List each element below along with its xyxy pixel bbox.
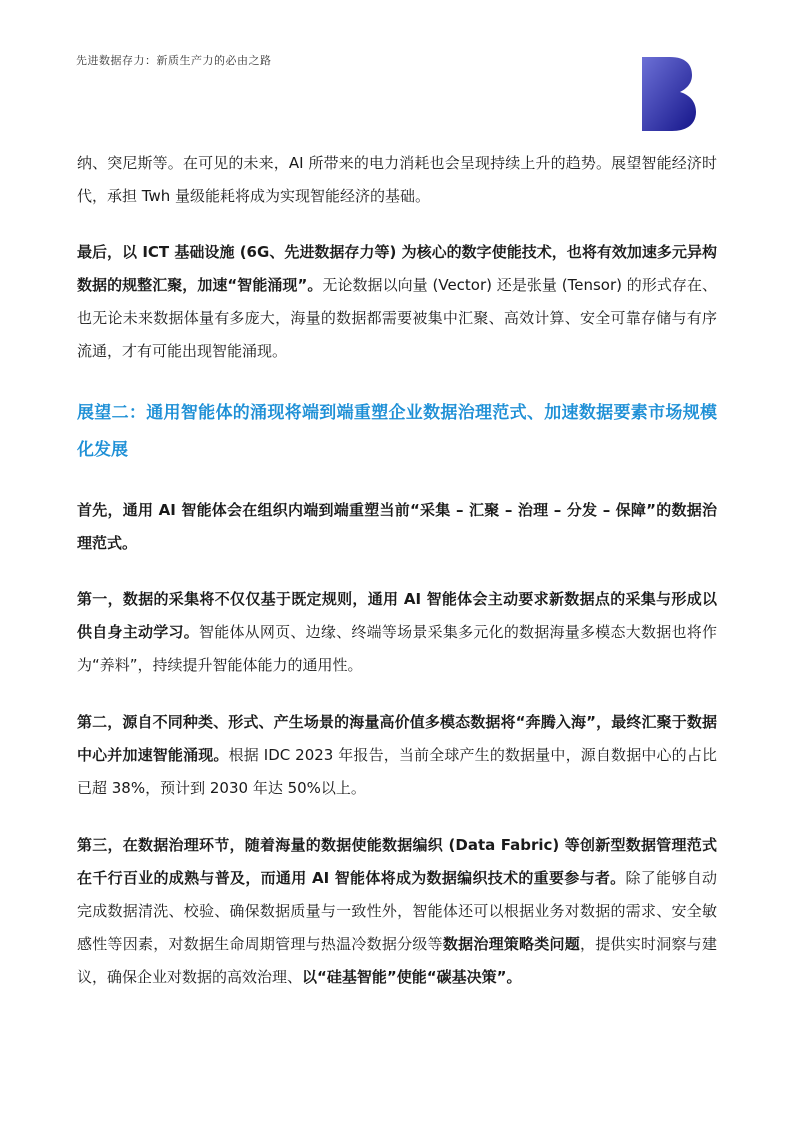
paragraph-bold-lead: 首先，通用 AI 智能体会在组织内端到端重塑当前“采集 – 汇聚 – 治理 – 分发 – 保障”的数据治理范式。: [77, 501, 717, 552]
paragraph-continuation: [77, 147, 717, 213]
paragraph-bold-lead: 最后，以 ICT 基础设施 (6G、先进数据存力等) 为核心的数字使能技术，也将有效加速多元异构数据的规整汇聚，加速“智能涌现”。: [77, 243, 717, 294]
logo-b-shape: [642, 57, 696, 131]
section-heading-text: 展望二：通用智能体的涌现将端到端重塑企业数据治理范式、加速数据要素市场规模化发展: [77, 403, 717, 460]
paragraph-third-point: [77, 829, 717, 994]
paragraph-finally: [77, 236, 717, 368]
paragraph-bold-lead: 第三，在数据治理环节，随着海量的数据使能数据编织 (Data Fabric) 等创新型数据管理范式在千行百业的成熟与普及，而通用 AI 智能体将成为数据编织技术的重要参与者。: [77, 836, 717, 887]
paragraph-bold-lead: 第二，源自不同种类、形式、产生场景的海量高价值多模态数据将“奔腾入海”，最终汇聚于数据中心并加速智能涌现。: [77, 713, 717, 764]
paragraph-bold-lead: 第一，数据的采集将不仅仅基于既定规则，通用 AI 智能体会主动要求新数据点的采集与形成以供自身主动学习。: [77, 590, 717, 641]
paragraph-text: 无论数据以向量 (Vector) 还是张量 (Tensor) 的形式存在、也无论未来数据体量有多庞大，海量的数据都需要被集中汇聚、高效计算、安全可靠存储与有序流通，才有可能出现智能涌现。: [77, 276, 717, 360]
paragraph-bold-inline: 数据治理策略类问题: [442, 935, 581, 953]
brand-logo: [640, 57, 696, 131]
paragraph-text-2: ，提供实时洞察与建议，确保企业对数据的高效治理、: [77, 935, 717, 986]
paragraph-text: 除了能够自动完成数据清洗、校验、确保数据质量与一致性外，智能体还可以根据业务对数据的需求、安全敏感性等因素，对数据生命周期管理与热温冷数据分级等: [77, 869, 717, 953]
running-header: 先进数据存力：新质生产力的必由之路: [76, 54, 272, 67]
paragraph-first-point: [77, 583, 717, 682]
paragraph-second-point: [77, 706, 717, 805]
paragraph-first-overview: [77, 494, 717, 560]
paragraph-text: 智能体从网页、边缘、终端等场景采集多元化的数据海量多模态大数据也将作为“养料”，持续提升智能体能力的通用性。: [77, 623, 717, 674]
section-heading-outlook-two: [77, 395, 717, 469]
paragraph-text: 根据 IDC 2023 年报告，当前全球产生的数据量中，源自数据中心的占比已超 38%，预计到 2030 年达 50%以上。: [77, 746, 717, 797]
paragraph-text: 纳、突尼斯等。在可见的未来，AI 所带来的电力消耗也会呈现持续上升的趋势。展望智能经济时代，承担 Twh 量级能耗将成为实现智能经济的基础。: [77, 154, 717, 205]
paragraph-bold-closing: 以“硅基智能”使能“碳基决策”。: [302, 968, 522, 986]
